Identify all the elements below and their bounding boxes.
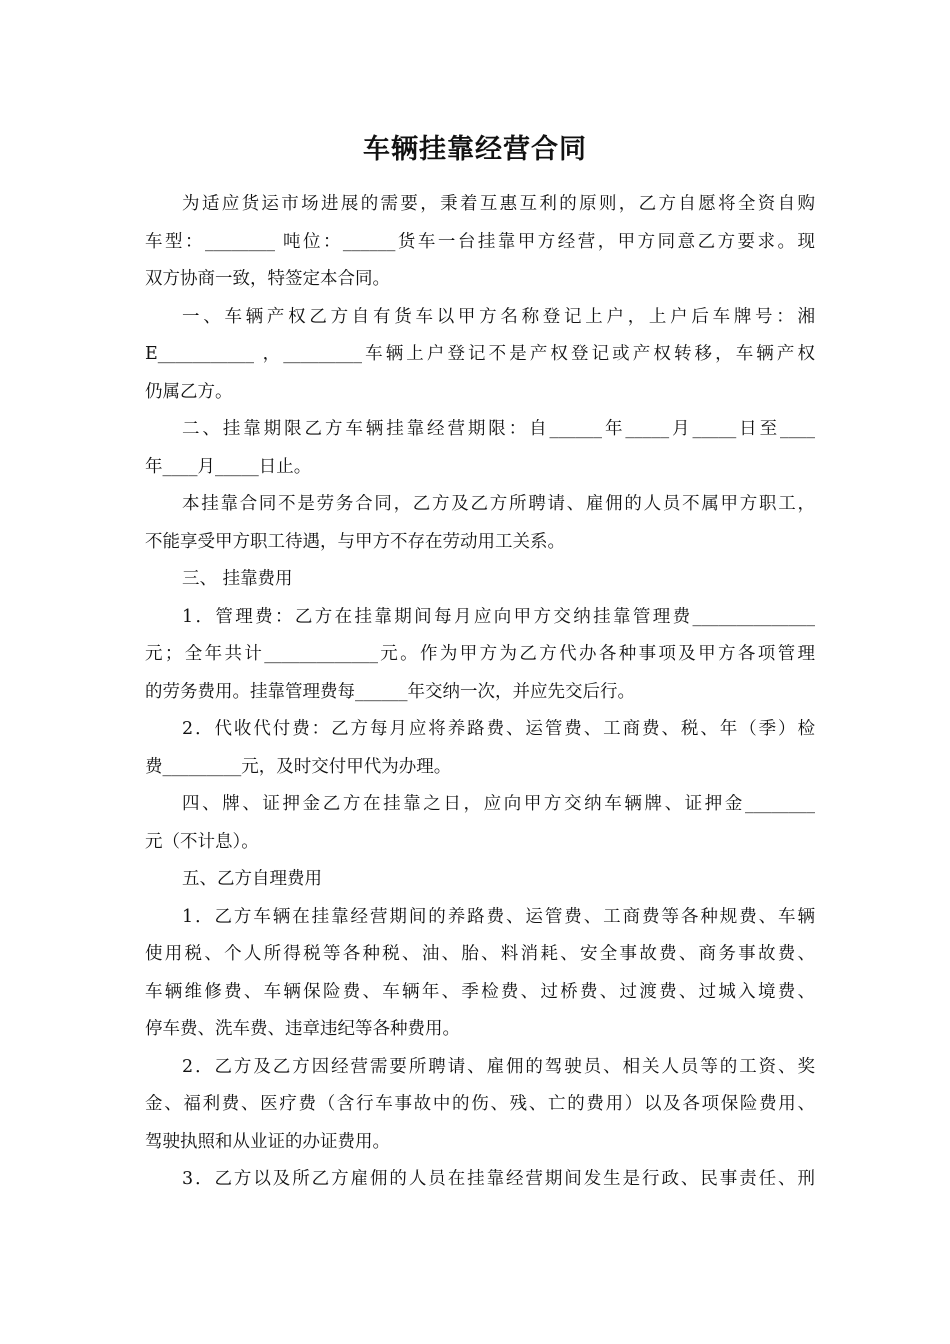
document-title: 车辆挂靠经营合同 xyxy=(363,134,587,165)
paragraph-line: 使用税、个人所得税等各种税、油、胎、料消耗、安全事故费、商务事故费、 xyxy=(145,944,815,964)
paragraph-line: 车型：________ 吨位：______货车一台挂靠甲方经营，甲方同意乙方要求。现 xyxy=(145,231,815,252)
paragraph-line: 2．代收代付费：乙方每月应将养路费、运管费、工商费、税、年（季）检 xyxy=(182,719,815,739)
paragraph-line: 年____月_____日止。 xyxy=(145,456,312,477)
paragraph-line: 2．乙方及乙方因经营需要所聘请、雇佣的驾驶员、相关人员等的工资、奖 xyxy=(182,1056,815,1077)
paragraph-line: 费_________元，及时交付甲代为办理。 xyxy=(145,756,452,777)
paragraph-line: 不能享受甲方职工待遇，与甲方不存在劳动用工关系。 xyxy=(145,531,565,552)
paragraph-line: 本挂靠合同不是劳务合同，乙方及乙方所聘请、雇佣的人员不属甲方职工， xyxy=(182,494,815,514)
paragraph-line: 为适应货运市场进展的需要，秉着互惠互利的原则，乙方自愿将全资自购 xyxy=(182,194,815,214)
section-heading: 三、 挂靠费用 xyxy=(182,569,293,589)
paragraph-line: 1．乙方车辆在挂靠经营期间的养路费、运管费、工商费等各种规费、车辆 xyxy=(182,906,815,927)
paragraph-line: 元；全年共计_____________元。作为甲方为乙方代办各种事项及甲方各项管理 xyxy=(145,644,815,664)
paragraph-line: 金、福利费、医疗费（含行车事故中的伤、残、亡的费用）以及各项保险费用、 xyxy=(145,1094,815,1114)
paragraph-line: 的劳务费用。挂靠管理费每______年交纳一次，并应先交后行。 xyxy=(145,681,635,702)
paragraph-line: 3．乙方以及所乙方雇佣的人员在挂靠经营期间发生是行政、民事责任、刑 xyxy=(182,1169,815,1189)
paragraph-line: 一、车辆产权乙方自有货车以甲方名称登记上户，上户后车牌号：湘 xyxy=(182,306,815,327)
paragraph-line: 二、挂靠期限乙方车辆挂靠经营期限：自______年_____月_____日至____ xyxy=(182,419,815,439)
paragraph-line: 元（不计息）。 xyxy=(145,831,259,852)
paragraph-line: 双方协商一致，特签定本合同。 xyxy=(145,269,390,289)
paragraph-line: 四、牌、证押金乙方在挂靠之日，应向甲方交纳车辆牌、证押金________ xyxy=(182,794,815,814)
paragraph-line: 车辆维修费、车辆保险费、车辆年、季检费、过桥费、过渡费、过城入境费、 xyxy=(145,981,815,1002)
paragraph-line: 仍属乙方。 xyxy=(145,381,233,402)
section-heading: 五、乙方自理费用 xyxy=(182,869,322,889)
paragraph-line: 停车费、洗车费、违章违纪等各种费用。 xyxy=(145,1019,460,1039)
document-body xyxy=(145,186,815,1199)
paragraph-line: 驾驶执照和从业证的办证费用。 xyxy=(145,1131,390,1152)
paragraph-line: 1．管理费：乙方在挂靠期间每月应向甲方交纳挂靠管理费______________ xyxy=(182,606,815,627)
paragraph-line: E___________ ，_________车辆上户登记不是产权登记或产权转移，车辆产权 xyxy=(145,344,815,364)
